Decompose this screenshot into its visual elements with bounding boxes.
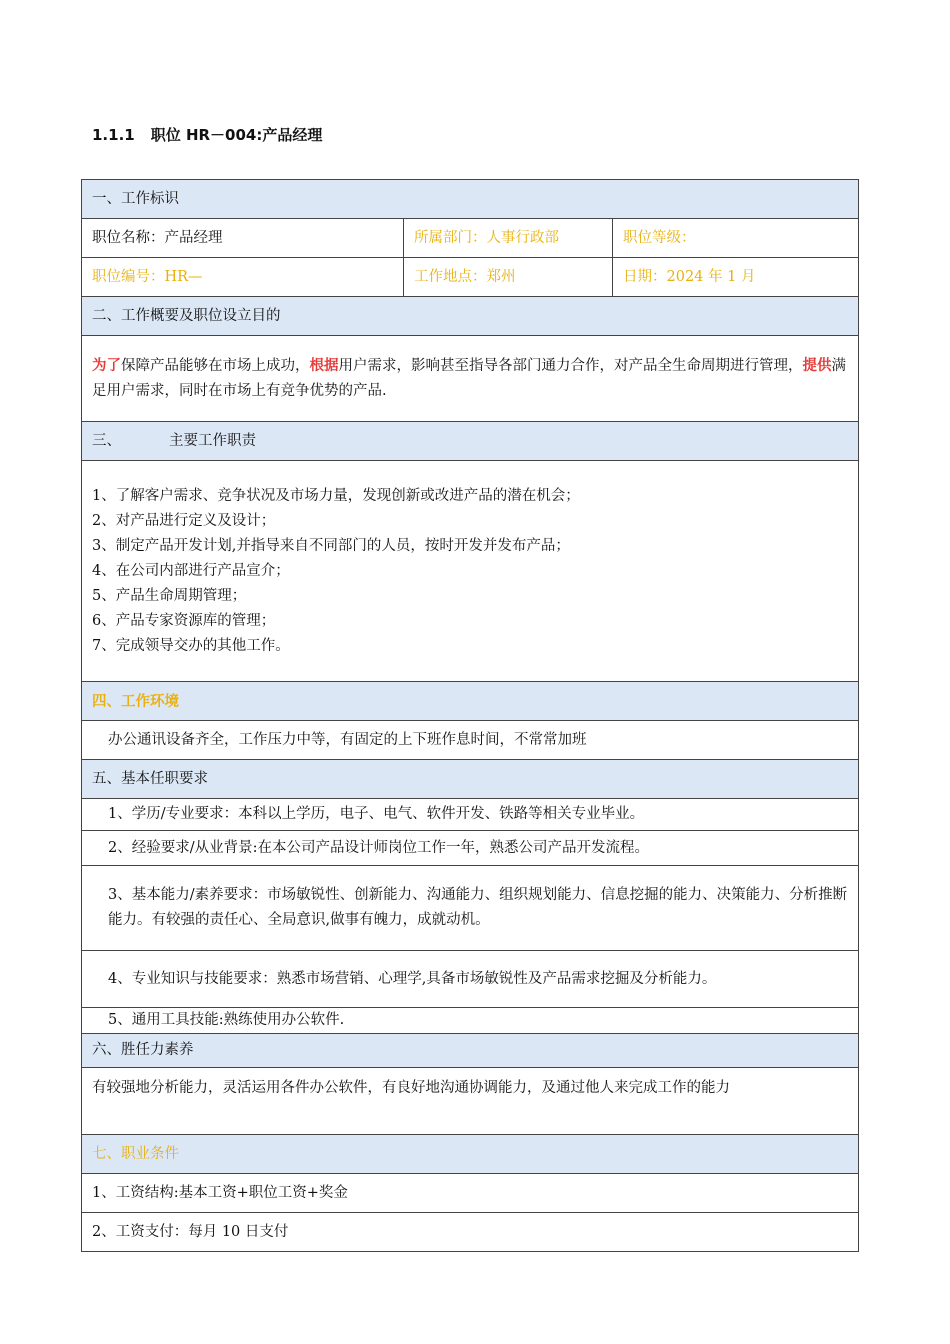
- heading-title: 职位 HR－004:产品经理: [150, 126, 323, 144]
- duties-title-prefix: 三、: [92, 432, 121, 449]
- job-description-table: [81, 179, 859, 1252]
- grade-cell: 职位等级：: [613, 219, 859, 258]
- heading-number: 1.1.1: [92, 126, 135, 144]
- list-item: 4、在公司内部进行产品宣介；: [92, 562, 290, 579]
- environment-text: 办公通讯设备齐全，工作压力中等，有固定的上下班作息时间，不常常加班: [82, 721, 859, 760]
- section-title-summary: 二、工作概要及职位设立目的: [82, 297, 859, 336]
- location-cell: 工作地点：郑州: [404, 258, 613, 297]
- competency-text: 有较强地分析能力，灵活运用各件办公软件，有良好地沟通协调能力，及通过他人来完成工作的能力: [82, 1068, 859, 1135]
- keyword-purpose: 为了: [92, 357, 121, 374]
- department-cell: 所属部门：人事行政部: [404, 219, 613, 258]
- condition-salary-payment: 2、工资支付：每月 10 日支付: [82, 1213, 859, 1252]
- date-cell: 日期：2024 年 1 月: [613, 258, 859, 297]
- section-title-identification: 一、工作标识: [82, 180, 859, 219]
- section-heading: [92, 124, 322, 145]
- summary-part-2: 用户需求，影响甚至指导各部门通力合作，对产品全生命周期进行管理，: [338, 358, 803, 374]
- summary-part-1: 保障产品能够在市场上成功，: [121, 358, 310, 374]
- list-item: 7、完成领导交办的其他工作。: [92, 637, 290, 654]
- job-name-cell: 职位名称：产品经理: [82, 219, 404, 258]
- section-title-duties: [82, 422, 859, 461]
- section-title-requirements: 五、基本任职要求: [82, 760, 859, 799]
- requirement-knowledge: 4、专业知识与技能要求：熟悉市场营销、心理学,具备市场敏锐性及产品需求挖掘及分析能力。: [82, 951, 859, 1008]
- list-item: 6、产品专家资源库的管理；: [92, 612, 276, 629]
- list-item: 3、制定产品开发计划,并指导来自不同部门的人员，按时开发并发布产品；: [92, 537, 570, 554]
- keyword-basis: 根据: [309, 357, 339, 374]
- requirement-experience: 2、经验要求/从业背景:在本公司产品设计师岗位工作一年，熟悉公司产品开发流程。: [82, 831, 859, 866]
- section-title-environment: 四、工作环境: [82, 682, 859, 721]
- list-item: 1、了解客户需求、竞争状况及市场力量，发现创新或改进产品的潜在机会；: [92, 487, 580, 504]
- section-title-conditions: 七、职业条件: [82, 1135, 859, 1174]
- keyword-provide: 提供: [802, 357, 832, 374]
- summary-text: [82, 336, 859, 422]
- list-item: 2、对产品进行定义及设计；: [92, 512, 276, 529]
- condition-salary-structure: 1、工资结构:基本工资+职位工资+奖金: [82, 1174, 859, 1213]
- summary-part-3: 满足用户需求，同时在市场上有竞争优势的产品.: [92, 358, 846, 399]
- duties-list: [82, 461, 859, 682]
- section-title-competency: 六、胜任力素养: [82, 1034, 859, 1068]
- requirement-education: 1、学历/专业要求：本科以上学历，电子、电气、软件开发、铁路等相关专业毕业。: [82, 799, 859, 831]
- requirement-abilities: 3、基本能力/素养要求：市场敏锐性、创新能力、沟通能力、组织规划能力、信息挖掘的能力、决策能力、分析推断能力。有较强的责任心、全局意识,做事有魄力，成就动机。: [82, 866, 859, 951]
- duties-title: 主要工作职责: [169, 432, 256, 449]
- job-code-cell: 职位编号：HR—: [82, 258, 404, 297]
- list-item: 5、产品生命周期管理；: [92, 587, 247, 604]
- requirement-tools: 5、通用工具技能:熟练使用办公软件.: [82, 1008, 859, 1034]
